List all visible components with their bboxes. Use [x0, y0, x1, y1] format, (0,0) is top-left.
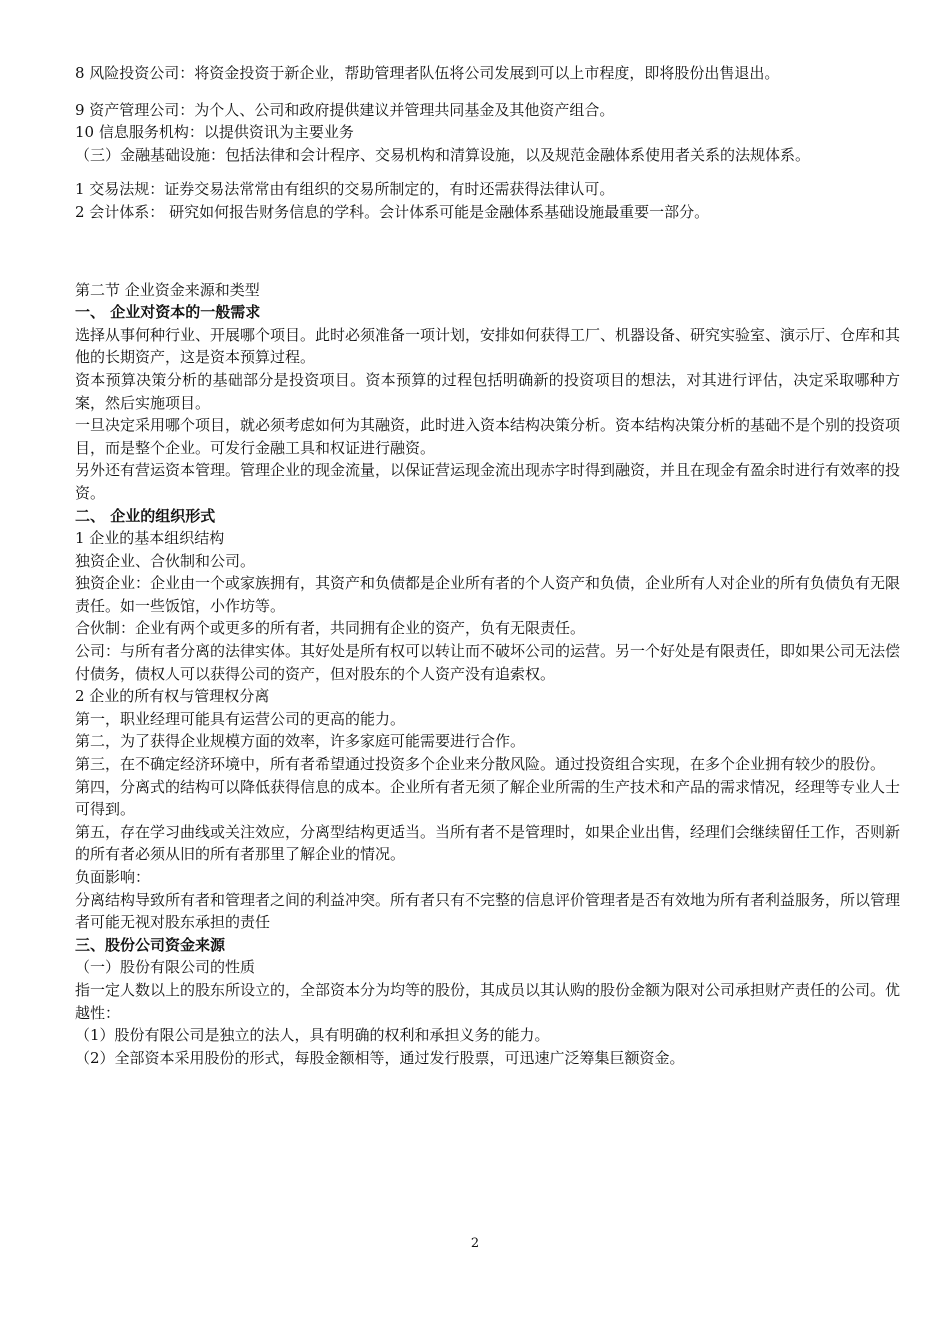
paragraph: 分离结构导致所有者和管理者之间的利益冲突。所有者只有不完整的信息评价管理者是否有效地为所有者利益服务，所以管理者可能无视对股东承担的责任: [75, 890, 901, 932]
paragraph-financial-infrastructure: （三）金融基础设施：包括法律和会计程序、交易机构和清算设施，以及规范金融体系使用者关系的法规体系。: [75, 145, 811, 164]
paragraph: 另外还有营运资本管理。管理企业的现金流量，以保证营运现金流出现赤字时得到融资，并且在现金有盈余时进行有效率的投资。: [75, 461, 901, 502]
paragraph: 一旦决定采用哪个项目，就必须考虑如何为其融资，此时进入资本结构决策分析。资本结构决策分析的基础不是个别的投资项目，而是整个企业。可发行金融工具和权证进行融资。: [75, 416, 901, 457]
paragraph: 第四，分离式的结构可以降低获得信息的成本。企业所有者无须了解企业所需的生产技术和产品的需求情况，经理等专业人士可得到。: [75, 777, 901, 819]
subheading-basic-structure: 1 企业的基本组织结构: [75, 529, 225, 548]
paragraph: 资本预算决策分析的基础部分是投资项目。资本预算的过程包括明确新的投资项目的想法，对其进行评估，决定采取哪种方案，然后实施项目。: [75, 370, 900, 412]
paragraph-trading-rules: 1 交易法规：证券交易法常常由有组织的交易所制定的，有时还需获得法律认可。: [75, 180, 615, 199]
paragraph: （2）全部资本采用股份的形式，每股金额相等，通过发行股票，可迅速广泛筹集巨额资金。: [75, 1048, 685, 1067]
paragraph: 第五，存在学习曲线或关注效应，分离型结构更适当。当所有者不是管理时，如果企业出售，经理们会继续留任工作，否则新的所有者必须从旧的所有者那里了解企业的情况。: [75, 822, 901, 864]
paragraph: 指一定人数以上的股东所设立的，全部资本分为均等的股份，其成员以其认购的股份金额为限对公司承担财产责任的公司。优越性：: [75, 980, 901, 1022]
document-page: [75, 62, 900, 1069]
paragraph-accounting-system: 2 会计体系： 研究如何报告财务信息的学科。会计体系可能是金融体系基础设施最重要一部分。: [75, 202, 710, 221]
paragraph: 独资企业：企业由一个或家族拥有，其资产和负债都是企业所有者的个人资产和负债，企业所有人对企业的所有负债负有无限责任。如一些饭馆，小作坊等。: [75, 574, 901, 615]
paragraph: 独资企业、合伙制和公司。: [75, 551, 256, 570]
paragraph-item-9: 9 资产管理公司：为个人、公司和政府提供建议并管理共同基金及其他资产组合。: [75, 100, 615, 119]
paragraph: 选择从事何种行业、开展哪个项目。此时必须准备一项计划，安排如何获得工厂、机器设备、研究实验室、演示厅、仓库和其他的长期资产，这是资本预算过程。: [75, 325, 901, 367]
paragraph-item-10: 10 信息服务机构：以提供资讯为主要业务: [75, 123, 354, 142]
section-title: 第二节 企业资金来源和类型: [75, 280, 260, 299]
heading-capital-needs: 一、 企业对资本的一般需求: [75, 303, 261, 322]
paragraph: 第三，在不确定经济环境中，所有者希望通过投资多个企业来分散风险。通过投资组合实现，在多个企业拥有较少的股份。: [75, 755, 886, 774]
heading-organization-forms: 二、 企业的组织形式: [75, 506, 216, 525]
page-number: 2: [470, 1236, 480, 1251]
paragraph: （1）股份有限公司是独立的法人，具有明确的权利和承担义务的能力。: [75, 1026, 550, 1045]
paragraph: 第二，为了获得企业规模方面的效率，许多家庭可能需要进行合作。: [75, 732, 526, 751]
paragraph: 公司：与所有者分离的法律实体。其好处是所有权可以转让而不破坏公司的运营。另一个好处是有限责任，即如果公司无法偿付债务，债权人可以获得公司的资产，但对股东的个人资产没有追索权。: [75, 642, 901, 683]
paragraph: 负面影响：: [75, 868, 151, 886]
heading-funding-sources: 三、股份公司资金来源: [75, 935, 226, 954]
subheading-company-nature: （一）股份有限公司的性质: [75, 958, 256, 977]
subheading-ownership-separation: 2 企业的所有权与管理权分离: [75, 687, 270, 706]
paragraph: 第一，职业经理可能具有运营公司的更高的能力。: [75, 709, 406, 728]
paragraph-item-8: 8 风险投资公司：将资金投资于新企业，帮助管理者队伍将公司发展到可以上市程度，即将股份出售退出。: [75, 64, 780, 82]
paragraph: 合伙制：企业有两个或更多的所有者，共同拥有企业的资产，负有无限责任。: [75, 619, 586, 638]
